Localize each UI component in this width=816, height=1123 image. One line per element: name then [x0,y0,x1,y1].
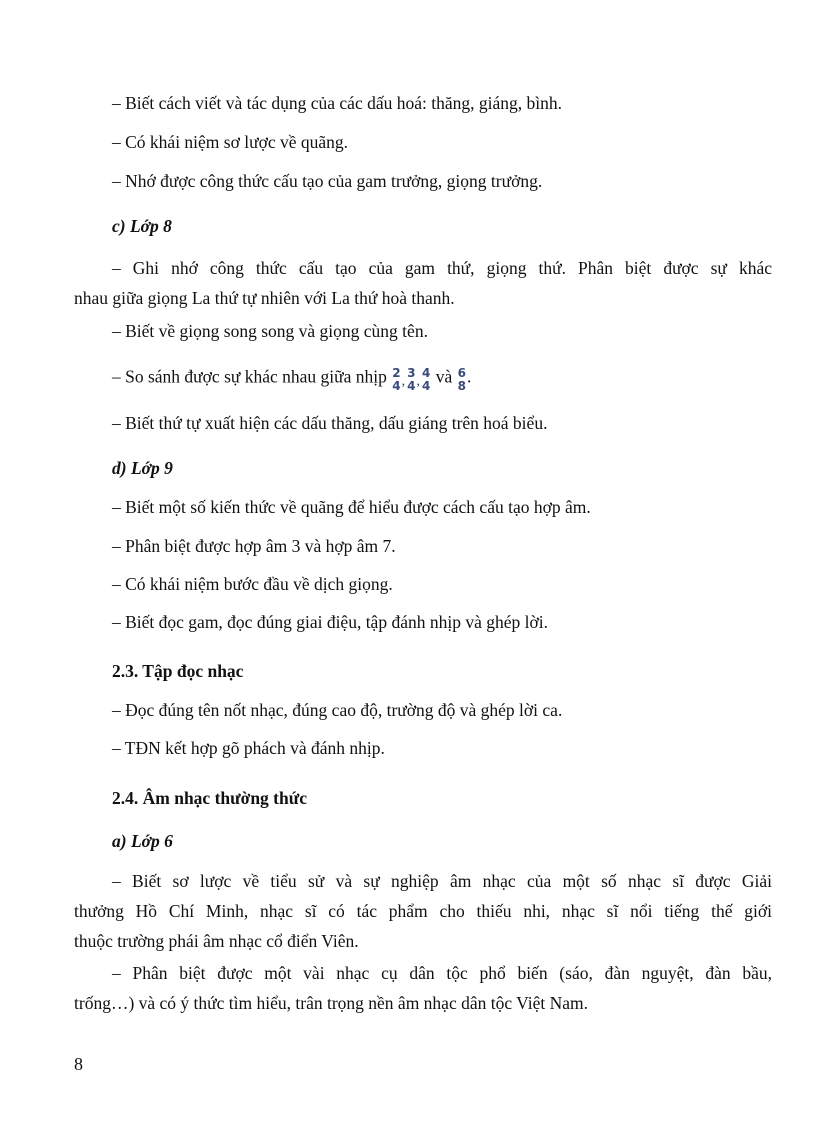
time-signature-3-4: 3 4 [407,366,416,393]
paragraph-line: nhau giữa giọng La thứ tự nhiên với La thứ hoà thanh. [74,288,455,308]
time-sig-text-after: . [466,366,472,387]
heading-section-2-3: 2.3. Tập đọc nhạc [112,661,244,681]
text-line-key-signature-order: – Biết thứ tự xuất hiện các dấu thăng, dấu giáng trên hoá biểu. [112,413,548,433]
heading-grade-9: d) Lớp 9 [112,458,173,478]
list-item: – Biết một số kiến thức về quãng để hiểu được cách cấu tạo hợp âm. [112,497,591,517]
heading-grade-6: a) Lớp 6 [112,831,173,851]
time-signature-compare [457,360,467,393]
time-signature-4-4: 4 4 [421,366,431,393]
time-signature-2-4: 2 4 [392,366,401,393]
list-item: – Phân biệt được hợp âm 3 và hợp âm 7. [112,536,396,556]
paragraph-instruments [74,958,772,1018]
time-signature-6-8: 6 8 [457,366,466,393]
time-signature-group: 2 4 , 3 4 , 4 4 [392,366,431,393]
paragraph-line: – Biết sơ lược về tiểu sử và sự nghiệp âm nhạc của một số nhạc sĩ được Giải [112,871,772,891]
list-item: – Biết đọc gam, đọc đúng giai điệu, tập đánh nhịp và ghép lời. [112,612,548,632]
heading-section-2-4: 2.4. Âm nhạc thường thức [112,788,308,808]
paragraph-line: trống…) và có ý thức tìm hiểu, trân trọng nền âm nhạc dân tộc Việt Nam. [74,993,589,1013]
text-line-major-scale: – Nhớ được công thức cấu tạo của gam trưởng, giọng trưởng. [112,171,543,191]
paragraph-minor-scale [74,253,772,313]
paragraph-line: – Ghi nhớ công thức cấu tạo của gam thứ, giọng thứ. Phân biệt được sự khác [112,258,772,278]
list-item: – Đọc đúng tên nốt nhạc, đúng cao độ, trường độ và ghép lời ca. [112,700,563,720]
list-item: – TĐN kết hợp gõ phách và đánh nhịp. [112,738,385,758]
paragraph-composers [74,866,772,956]
paragraph-line: thuộc trường phái âm nhạc cổ điển Viên. [74,931,359,951]
paragraph-line: – Phân biệt được một vài nhạc cụ dân tộc phổ biến (sáo, đàn nguyệt, đàn bầu, [112,963,772,983]
list-item: – Có khái niệm bước đầu về dịch giọng. [112,574,393,594]
heading-grade-8: c) Lớp 8 [112,216,172,236]
text-line-relative-keys: – Biết về giọng song song và giọng cùng tên. [112,321,428,341]
time-sig-text-mid: và [435,366,453,387]
text-line-intervals: – Có khái niệm sơ lược về quãng. [112,132,349,152]
text-line-accidentals: – Biết cách viết và tác dụng của các dấu hoá: thăng, giáng, bình. [112,93,562,113]
text-line-time-signatures [112,362,772,395]
time-sig-text-before: – So sánh được sự khác nhau giữa nhịp [112,366,387,387]
page-number: 8 [74,1054,83,1074]
paragraph-line: thưởng Hồ Chí Minh, nhạc sĩ có tác phẩm cho thiếu nhi, nhạc sĩ nổi tiếng thế giới [74,901,772,921]
